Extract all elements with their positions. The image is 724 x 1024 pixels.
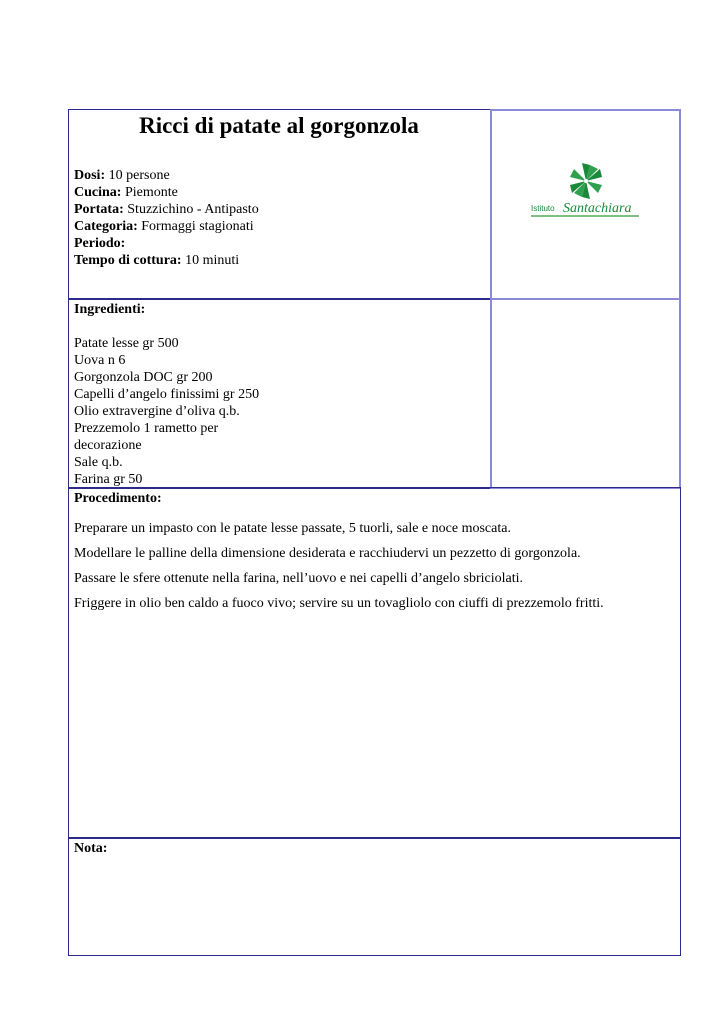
ingredients-heading: Ingredienti: <box>74 302 146 317</box>
portata-value: Stuzzichino - Antipasto <box>127 202 259 217</box>
list-item: Farina gr 50 <box>74 472 143 487</box>
categoria-value: Formaggi stagionati <box>141 219 254 234</box>
meta-categoria <box>74 218 259 235</box>
tempo-label: Tempo di cottura: <box>74 253 182 268</box>
portata-label: Portata: <box>74 202 124 217</box>
image-placeholder-cell <box>490 298 681 489</box>
meta-periodo <box>74 235 259 252</box>
procedure-step: Friggere in olio ben caldo a fuoco vivo; servire su un tovagliolo con ciuffi di prezzemolo fritti. <box>74 596 604 611</box>
logo-cell <box>490 109 681 300</box>
procedure-cell <box>68 487 681 839</box>
cucina-value: Piemonte <box>124 185 178 200</box>
recipe-header-cell <box>68 109 492 300</box>
ingredients-list <box>74 335 314 488</box>
procedure-step: Preparare un impasto con le patate lesse passate, 5 tuorli, sale e noce moscata. <box>74 521 511 536</box>
meta-dosi <box>74 167 259 184</box>
notes-heading: Nota: <box>74 841 108 856</box>
cucina-label: Cucina: <box>74 185 122 200</box>
santachiara-logo <box>529 159 643 223</box>
dosi-value: 10 persone <box>108 168 170 183</box>
ingredients-cell <box>68 298 492 489</box>
logo-name-text: Santachiara <box>563 201 632 216</box>
dosi-label: Dosi: <box>74 168 106 183</box>
list-item: Patate lesse gr 500 <box>74 336 179 351</box>
procedure-step: Passare le sfere ottenute nella farina, nell’uovo e nei capelli d’angelo sbriciolati. <box>74 571 523 586</box>
categoria-label: Categoria: <box>74 219 138 234</box>
recipe-card <box>68 109 681 956</box>
periodo-label: Periodo: <box>74 236 126 251</box>
list-item: Prezzemolo 1 rametto per decorazione <box>74 421 219 453</box>
meta-portata <box>74 201 259 218</box>
recipe-meta <box>74 167 259 269</box>
notes-cell <box>68 837 681 956</box>
logo-prefix-text: Istituto <box>531 204 555 213</box>
tempo-value: 10 minuti <box>185 253 240 268</box>
list-item: Olio extravergine d’oliva q.b. <box>74 404 240 419</box>
procedure-heading: Procedimento: <box>74 491 162 506</box>
list-item: Gorgonzola DOC gr 200 <box>74 370 213 385</box>
list-item: Sale q.b. <box>74 455 123 470</box>
meta-tempo <box>74 252 259 269</box>
recipe-title: Ricci di patate al gorgonzola <box>139 113 419 138</box>
pinwheel-icon <box>570 163 602 199</box>
list-item: Uova n 6 <box>74 353 126 368</box>
procedure-step: Modellare le palline della dimensione desiderata e racchiudervi un pezzetto di gorgonzola. <box>74 546 581 561</box>
list-item: Capelli d’angelo finissimi gr 250 <box>74 387 260 402</box>
procedure-steps <box>74 520 674 620</box>
meta-cucina <box>74 184 259 201</box>
